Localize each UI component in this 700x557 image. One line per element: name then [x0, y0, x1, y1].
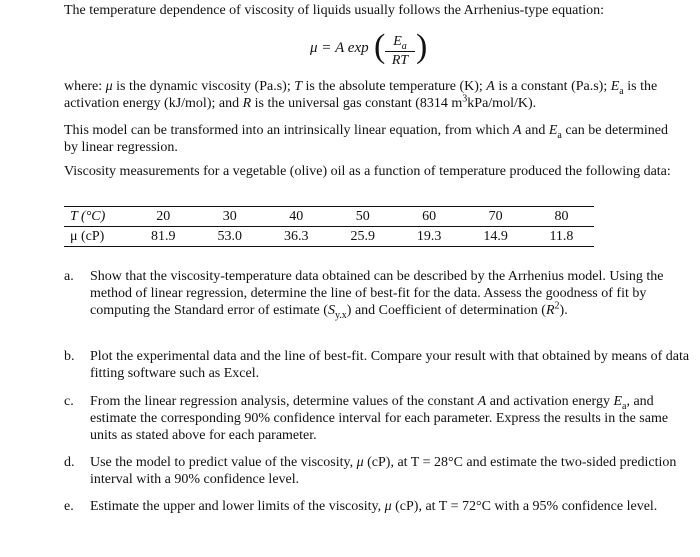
temperature-cell: 60: [396, 207, 462, 227]
question-label: e.: [64, 499, 74, 514]
superscript: 3: [462, 93, 468, 105]
text-span: From the linear regression analysis, determine values of the constant: [90, 394, 478, 409]
question-text: [90, 454, 690, 488]
question-text: [90, 498, 690, 515]
symbol-Ea: E: [548, 123, 558, 138]
text-span: is the activation energy (kJ/mol); and: [64, 79, 658, 111]
text-span: ) and Coefficient of determination (: [346, 303, 546, 318]
row-label-temperature: T (°C): [64, 207, 130, 227]
model-paragraph: [64, 122, 684, 156]
symbol-Ea: E: [610, 79, 620, 94]
equation-numerator-sub: a: [401, 40, 407, 52]
right-paren: ): [416, 28, 428, 65]
symbol-R: R: [545, 303, 555, 318]
row-label-viscosity: μ (cP): [64, 227, 130, 247]
question-text: Plot the experimental data and the line of best-fit. Compare your result with that obtained by means of data fitting software such as Excel.: [90, 349, 690, 381]
symbol-A: A: [477, 394, 487, 409]
viscosity-cell: 81.9: [130, 227, 196, 247]
text-span: (cP), at T = 28°C and estimate the two-sided prediction interval with a 90% confidence level.: [90, 455, 677, 487]
symbol-mu: μ: [356, 455, 364, 470]
symbol-A: A: [513, 123, 522, 138]
equation-fraction: [385, 34, 415, 69]
question-text: [90, 268, 690, 319]
text-span: , and estimate the corresponding 90% confidence interval for each parameter. Express the results in the same units as stated above for each parameter.: [90, 394, 669, 443]
equation-numerator: E: [393, 34, 402, 49]
viscosity-cell: 53.0: [196, 227, 262, 247]
viscosity-cell: 25.9: [329, 227, 395, 247]
fraction-bar: [385, 51, 415, 52]
symbol-Ea: E: [613, 394, 623, 409]
symbol-Ea-sub: a: [619, 85, 624, 97]
viscosity-cell: 14.9: [462, 227, 528, 247]
viscosity-cell: 36.3: [263, 227, 329, 247]
symbol-A: A: [486, 79, 495, 94]
text-span: can be determined by linear regression.: [64, 123, 668, 155]
viscosity-cell: 19.3: [396, 227, 462, 247]
temperature-cell: 40: [263, 207, 329, 227]
question-label: a.: [64, 269, 74, 284]
temperature-cell: 20: [130, 207, 196, 227]
table-row: [64, 207, 594, 227]
question-label: b.: [64, 349, 75, 364]
text-span: is the universal gas constant (8314 m: [251, 96, 463, 111]
symbol-S-sub: y.x: [334, 309, 347, 321]
intro-text: The temperature dependence of viscosity of liquids usually follows the Arrhenius-type equation:: [64, 3, 605, 18]
viscosity-data-table: [64, 206, 594, 247]
text-span: is the absolute temperature (K);: [302, 79, 487, 94]
symbol-Ea-sub: a: [622, 400, 627, 412]
viscosity-cell: 11.8: [529, 227, 594, 247]
text-span: Estimate the upper and lower limits of the viscosity,: [90, 499, 385, 514]
text-span: Show that the viscosity-temperature data obtained can be described by the Arrhenius model. Using the method of linear regression, determine the line of best-fit for the data. Assess the goodness of fit by computing the Standard error of estimate (: [90, 269, 664, 318]
text-span: is a constant (Pa.s);: [494, 79, 611, 94]
symbol-R: R: [242, 96, 252, 111]
equation-denominator: RT: [391, 53, 409, 68]
temperature-cell: 80: [529, 207, 594, 227]
left-paren: (: [374, 28, 386, 65]
symbol-R-sup: 2: [554, 300, 560, 312]
symbol-Ea-sub: a: [557, 129, 562, 141]
symbol-mu: μ: [384, 499, 392, 514]
variable-definitions: [64, 78, 684, 112]
text-span: This model can be transformed into an intrinsically linear equation, from which: [64, 123, 514, 138]
arrhenius-equation: [300, 28, 430, 72]
symbol-mu: μ: [105, 79, 113, 94]
question-label: c.: [64, 394, 74, 409]
text-span: kPa/mol/K).: [467, 96, 537, 111]
temperature-cell: 50: [329, 207, 395, 227]
question-label: d.: [64, 455, 75, 470]
text-span: and: [521, 123, 549, 138]
temperature-cell: 70: [462, 207, 528, 227]
question-text: [90, 393, 690, 444]
equation-lhs: μ = A exp: [310, 40, 369, 56]
text-span: (cP), at T = 72°C with a 95% confidence level.: [391, 499, 658, 514]
viscosity-intro: Viscosity measurements for a vegetable (olive) oil as a function of temperature produced the following data:: [64, 164, 671, 179]
table-row: [64, 227, 594, 247]
symbol-S: S: [327, 303, 335, 318]
symbol-T: T: [294, 79, 303, 94]
text-span: Use the model to predict value of the viscosity,: [90, 455, 357, 470]
text-span: is the dynamic viscosity (Pa.s);: [112, 79, 295, 94]
temperature-cell: 30: [196, 207, 262, 227]
text-span: ).: [559, 303, 568, 318]
text-span: where:: [64, 79, 106, 94]
text-span: and activation energy: [486, 394, 614, 409]
